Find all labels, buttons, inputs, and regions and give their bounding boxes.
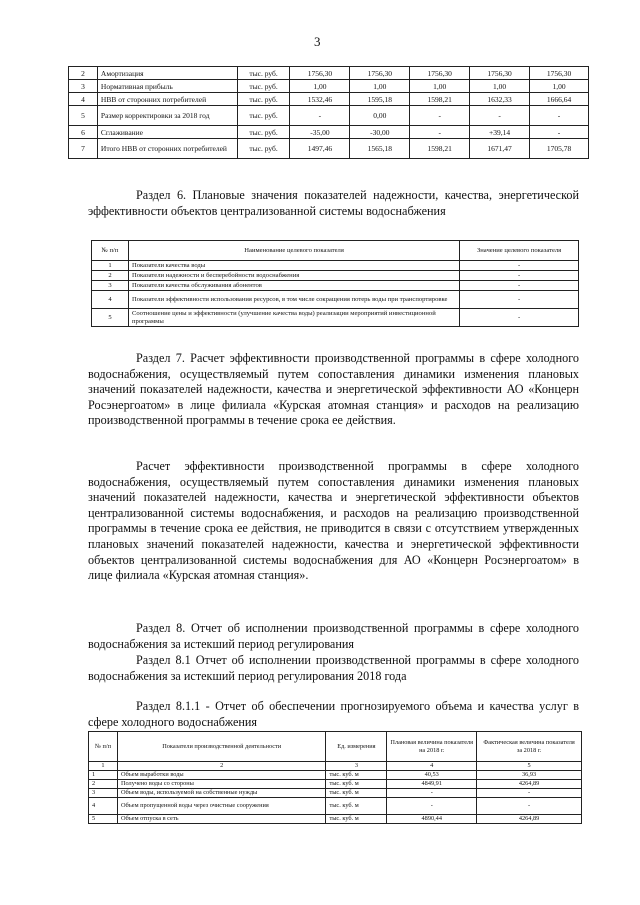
section6-heading: Раздел 6. Плановые значения показателей надежности, качества, энергетической эффективности объектов централизованной системы водоснабжения — [88, 188, 579, 218]
row-unit: тыс. куб. м — [326, 771, 387, 780]
row-plan: 4890,44 — [387, 815, 477, 824]
row-unit: тыс. куб. м — [326, 780, 387, 789]
row-name: Показатели качества воды — [128, 261, 459, 271]
row-name: Показатели эффективности использования ресурсов, в том числе сокращения потерь воды при транспортировке — [128, 291, 459, 309]
row-unit: тыс. куб. м — [326, 798, 387, 815]
row-value: - — [470, 106, 530, 126]
row-name: Объем воды, используемой на собственные нужды — [117, 789, 326, 798]
row-value: -35,00 — [290, 126, 350, 139]
section8-paragraph-2: Раздел 8.1 Отчет об исполнении производственной программы в сфере холодного водоснабжения за истекший период регулирования 2018 года — [88, 653, 579, 683]
row-value: 1,00 — [530, 80, 589, 93]
row-value: 1,00 — [290, 80, 350, 93]
section8-paragraph-3: Раздел 8.1.1 - Отчет об обеспечении прогнозируемого объема и качества услуг в сфере холодного водоснабжения — [88, 699, 579, 729]
row-value: 1756,30 — [470, 67, 530, 80]
targets-header-n: № п/п — [92, 241, 129, 261]
row-value: 1632,33 — [470, 93, 530, 106]
row-plan: - — [387, 798, 477, 815]
row-number: 6 — [69, 126, 98, 139]
table-row — [92, 261, 579, 271]
report-colnum: 5 — [477, 762, 582, 771]
row-number: 4 — [89, 798, 118, 815]
row-value: - — [460, 281, 579, 291]
row-number: 3 — [69, 80, 98, 93]
report-colnum: 1 — [89, 762, 118, 771]
row-number: 2 — [89, 780, 118, 789]
row-value: -30,00 — [350, 126, 410, 139]
row-name: Амортизация — [97, 67, 237, 80]
row-number: 3 — [92, 281, 129, 291]
row-number: 5 — [92, 309, 129, 327]
page-number: 3 — [314, 34, 321, 49]
row-number: 4 — [69, 93, 98, 106]
row-plan: 40,53 — [387, 771, 477, 780]
row-number: 5 — [89, 815, 118, 824]
row-value: 1,00 — [410, 80, 470, 93]
row-value: 1756,30 — [530, 67, 589, 80]
nvv-table — [68, 66, 589, 159]
report-header-plan: Плановая величина показателя на 2018 г. — [387, 732, 477, 762]
row-number: 2 — [69, 67, 98, 80]
row-unit: тыс. руб. — [237, 67, 290, 80]
row-value: 1565,18 — [350, 139, 410, 159]
table-row — [89, 815, 582, 824]
row-fact: - — [477, 789, 582, 798]
row-name: Объем выработки воды — [117, 771, 326, 780]
row-number: 3 — [89, 789, 118, 798]
report-header-unit: Ед. измерения — [326, 732, 387, 762]
table-row — [89, 789, 582, 798]
table-row — [69, 93, 589, 106]
row-value: 1595,18 — [350, 93, 410, 106]
row-value: 1671,47 — [470, 139, 530, 159]
targets-header-value: Значение целевого показателя — [460, 241, 579, 261]
row-unit: тыс. куб. м — [326, 815, 387, 824]
table-row — [92, 291, 579, 309]
report-colnum: 3 — [326, 762, 387, 771]
table-row — [92, 271, 579, 281]
table-row — [69, 106, 589, 126]
row-value: 1598,21 — [410, 139, 470, 159]
row-value: 1705,78 — [530, 139, 589, 159]
row-number: 2 — [92, 271, 129, 281]
row-name: Размер корректировки за 2018 год — [97, 106, 237, 126]
row-unit: тыс. руб. — [237, 80, 290, 93]
table-row — [69, 139, 589, 159]
row-fact: 4264,89 — [477, 815, 582, 824]
report-header-fact: Фактическая величина показателя за 2018 г. — [477, 732, 582, 762]
targets-header-name: Наименование целевого показателя — [128, 241, 459, 261]
row-name: Нормативная прибыль — [97, 80, 237, 93]
row-fact: - — [477, 798, 582, 815]
row-value: - — [460, 291, 579, 309]
row-name: Показатели качества обслуживания абонентов — [128, 281, 459, 291]
row-value: 1598,21 — [410, 93, 470, 106]
row-number: 1 — [89, 771, 118, 780]
row-number: 5 — [69, 106, 98, 126]
report-table — [88, 731, 582, 824]
table-row — [69, 80, 589, 93]
table-row — [92, 309, 579, 327]
report-header-indicator: Показатели производственной деятельности — [117, 732, 326, 762]
row-value: +39,14 — [470, 126, 530, 139]
table-row — [69, 67, 589, 80]
row-value: - — [530, 126, 589, 139]
section7-paragraph-2: Расчет эффективности производственной программы в сфере холодного водоснабжения, осуществляемый путем сопоставления динамики изменения плановых значений показателей надежности, качества и энергетической эффективности объектов централизованной системы водоснабжения, и расходов на реализацию производственной программы в течение срока ее действия, не приводится в связи с отсутствием утвержденных плановых значений показателей надежности, качества и энергетической эффективности объектов централизованной системы водоснабжения для АО «Концерн Росэнергоатом» в лице филиала «Курская атомная станция». — [88, 459, 579, 583]
row-value: 1532,46 — [290, 93, 350, 106]
row-name: Соотношение цены и эффективности (улучшение качества воды) реализации мероприятий инвестиционной программы — [128, 309, 459, 327]
row-plan: 4849,91 — [387, 780, 477, 789]
row-unit: тыс. куб. м — [326, 789, 387, 798]
row-name: Объем отпуска в сеть — [117, 815, 326, 824]
row-value: 1,00 — [350, 80, 410, 93]
row-value: 1666,64 — [530, 93, 589, 106]
row-value: 1756,30 — [350, 67, 410, 80]
row-plan: - — [387, 789, 477, 798]
row-value: - — [460, 309, 579, 327]
row-number: 1 — [92, 261, 129, 271]
row-value: - — [530, 106, 589, 126]
row-value: - — [460, 271, 579, 281]
row-name: Объем пропущенной воды через очистные сооружения — [117, 798, 326, 815]
row-name: НВВ от сторонних потребителей — [97, 93, 237, 106]
row-value: 1756,30 — [410, 67, 470, 80]
section7-paragraph-1: Раздел 7. Расчет эффективности производственной программы в сфере холодного водоснабжения, осуществляемый путем сопоставления динамики изменения плановых значений показателей надежности, качества и энергетической эффективности АО «Концерн Росэнергоатом» в лице филиала «Курская атомная станция» и расходов на реализацию производственной программы в течение срока ее действия. — [88, 351, 579, 428]
row-value: 0,00 — [350, 106, 410, 126]
table-row — [69, 126, 589, 139]
row-name: Итого НВВ от сторонних потребителей — [97, 139, 237, 159]
table-row — [92, 281, 579, 291]
row-unit: тыс. руб. — [237, 106, 290, 126]
row-value: 1497,46 — [290, 139, 350, 159]
section8-paragraph-1: Раздел 8. Отчет об исполнении производственной программы в сфере холодного водоснабжения за истекший период регулирования — [88, 621, 579, 651]
row-value: - — [290, 106, 350, 126]
report-colnum: 4 — [387, 762, 477, 771]
table-row — [89, 771, 582, 780]
row-value: - — [410, 106, 470, 126]
row-fact: 36,93 — [477, 771, 582, 780]
table-row — [89, 780, 582, 789]
row-value: 1756,30 — [290, 67, 350, 80]
row-value: 1,00 — [470, 80, 530, 93]
row-name: Сглаживание — [97, 126, 237, 139]
row-number: 7 — [69, 139, 98, 159]
row-name: Показатели надежности и бесперебойности водоснабжения — [128, 271, 459, 281]
row-unit: тыс. руб. — [237, 93, 290, 106]
row-name: Получено воды со стороны — [117, 780, 326, 789]
row-value: - — [410, 126, 470, 139]
row-fact: 4264,89 — [477, 780, 582, 789]
table-row — [89, 798, 582, 815]
targets-table — [91, 240, 579, 327]
row-number: 4 — [92, 291, 129, 309]
report-colnum: 2 — [117, 762, 326, 771]
row-value: - — [460, 261, 579, 271]
row-unit: тыс. руб. — [237, 139, 290, 159]
report-header-n: № п/п — [89, 732, 118, 762]
row-unit: тыс. руб. — [237, 126, 290, 139]
